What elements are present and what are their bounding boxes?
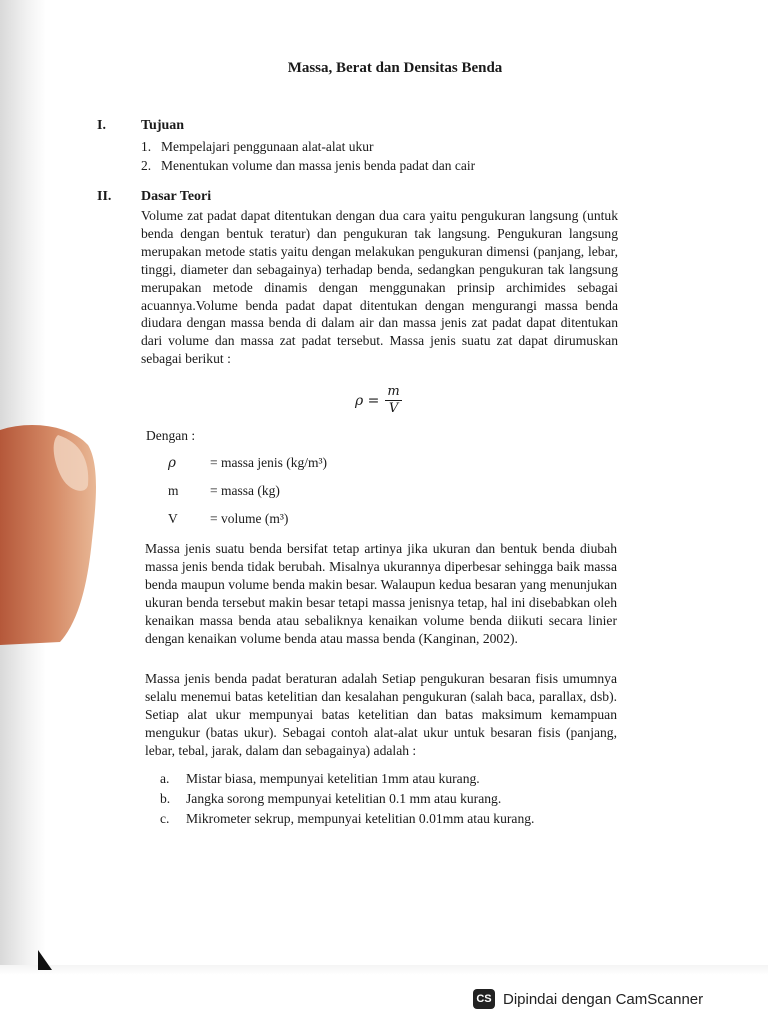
variable-row [0, 511, 768, 531]
paragraph-theory-3: Massa jenis benda padat beraturan adalah Setiap pengukuran besaran fisis umumnya selalu menemui batas ketelitian dan kesalahan pengukuran (salah baca, parallax, dsb). Setiap alat ukur mempunyai batas ketelitian dan batas maksimum kemampuan mengukur (batas ukur). Sebagai contoh alat-alat ukur untuk besaran fisis (panjang, lebar, tebal, jarak, dalam dan sebagainya) adalah : [145, 671, 617, 758]
list-label: c. [160, 811, 170, 826]
variable-symbol: ρ [168, 455, 176, 471]
formula-numerator: m [387, 384, 400, 399]
formula-denominator: V [388, 401, 399, 416]
instrument-list-item [160, 811, 534, 827]
objective-number: 1. [141, 139, 152, 154]
variable-symbol: m [168, 483, 179, 498]
dengan-label: Dengan : [146, 428, 196, 443]
objective-item [141, 137, 374, 156]
section-2-number: II. [97, 189, 112, 204]
instrument-list-item [160, 771, 480, 787]
section-1-number: I. [97, 118, 106, 133]
variable-symbol: V [168, 511, 178, 526]
camscanner-logo-icon: CS [473, 989, 495, 1009]
variable-definition: = volume (m³) [210, 511, 289, 526]
camscanner-watermark [473, 984, 756, 1014]
section-2-title: Dasar Teori [141, 189, 212, 204]
objective-text: Menentukan volume dan massa jenis benda padat dan cair [161, 158, 476, 173]
document-title: Massa, Berat dan Densitas Benda [287, 60, 503, 76]
formula-lhs: ρ = [355, 392, 380, 409]
density-formula [355, 384, 402, 417]
variable-definition: = massa jenis (kg/m³) [210, 455, 328, 470]
instrument-list-item [160, 791, 501, 807]
paragraph-theory-2: Massa jenis suatu benda bersifat tetap artinya jika ukuran dan bentuk benda diubah massa jenis benda tidak berubah. Misalnya ukurannya diperbesar sehingga baik massa benda maupun volume benda makin besar. Walaupun kedua besaran yang menunjukan ukuran benda tersebut makin besar tetapi massa jenisnya tetap, hal ini disebabkan oleh kenaikan massa benda atau sebaliknya kenaikan volume benda diikuti secara linier dengan kenaikan volume benda atau massa benda (Kanginan, 2002). [145, 541, 617, 646]
list-text: Mikrometer sekrup, mempunyai ketelitian 0.01mm atau kurang. [186, 811, 535, 826]
variable-row [0, 455, 768, 475]
objective-text: Mempelajari penggunaan alat-alat ukur [161, 139, 374, 154]
camscanner-text: Dipindai dengan CamScanner [503, 990, 704, 1008]
list-label: b. [160, 791, 171, 806]
list-text: Jangka sorong mempunyai ketelitian 0.1 mm atau kurang. [186, 791, 502, 806]
variable-definition: = massa (kg) [210, 483, 280, 498]
section-1-title: Tujuan [141, 118, 185, 133]
list-label: a. [160, 771, 170, 786]
objective-number: 2. [141, 158, 152, 173]
paragraph-theory-1: Volume zat padat dapat ditentukan dengan dua cara yaitu pengukuran langsung (untuk benda dengan bentuk teratur) dan pengukuran tak langsung. Pengukuran langsung merupakan metode statis yaitu dengan melakukan pengukuran dimensi (panjang, lebar, tinggi, diameter dan sebagainya) terhadap benda, sedangkan pengukuran tak langsung merupakan metode dinamis dengan menggunakan prinsip archimides sebagai acuannya.Volume benda padat dapat ditentukan dengan mengurangi massa benda diudara dengan massa benda di dalam air dan massa jenis zat padat dapat ditentukan dari volume dan massa zat padat tersebut. Massa jenis suatu zat dapat dirumuskan sebagai berikut : [141, 208, 618, 367]
variable-row [0, 483, 768, 503]
list-text: Mistar biasa, mempunyai ketelitian 1mm atau kurang. [186, 771, 480, 786]
objective-item [141, 156, 475, 175]
formula-fraction [385, 384, 401, 417]
